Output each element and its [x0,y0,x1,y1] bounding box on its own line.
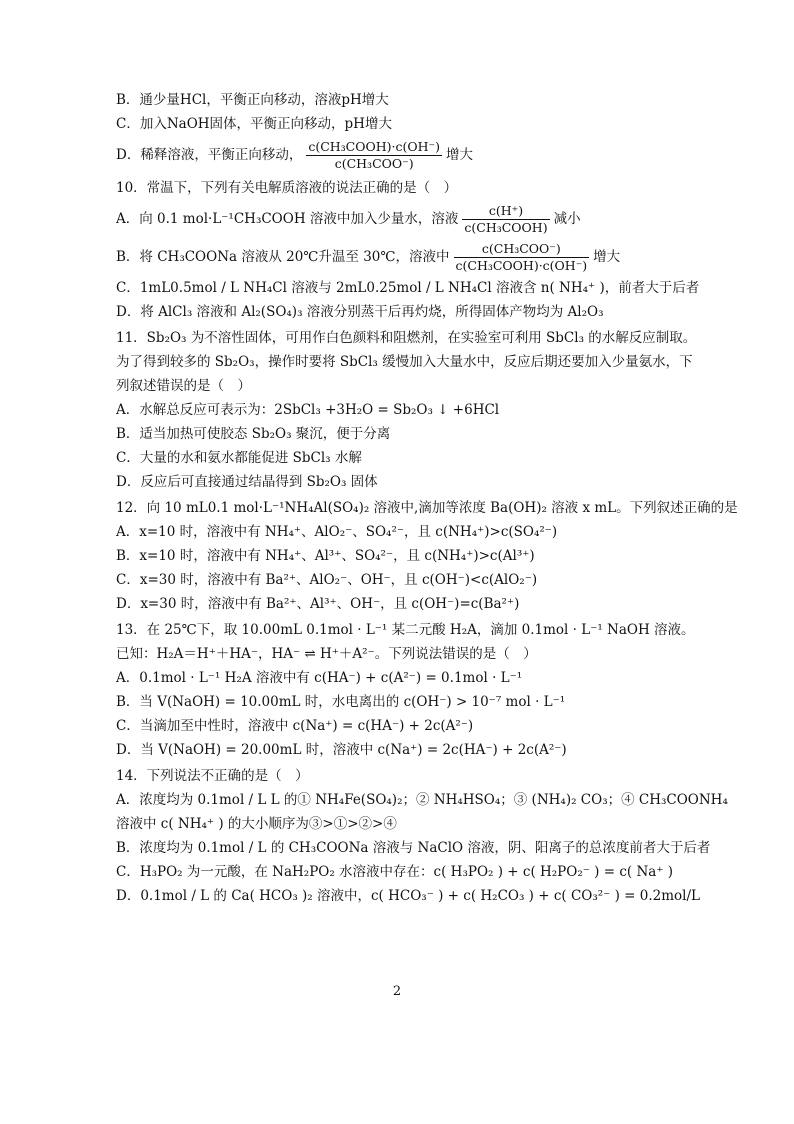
q9-option-d-suffix: 增大 [446,147,473,163]
q9-option-b: B．通少量HCl，平衡正向移动，溶液pH增大 [116,92,389,108]
q13-option-a: A．0.1mol · L⁻¹ H₂A 溶液中有 c(HA⁻) + c(A²⁻) = 0.1mol · L⁻¹ [116,670,523,686]
question-content [116,88,738,908]
q11-option-a: A．水解总反应可表示为：2SbCl₃ +3H₂O = Sb₂O₃ ↓ +6HCl [116,402,500,418]
q10b-fraction [454,241,590,274]
q12-option-d: D．x=30 时，溶液中有 Ba²⁺、Al³⁺、OH⁻，且 c(OH⁻)=c(Ba²⁺) [116,596,520,612]
q14-stem: 14．下列说法不正确的是（ ） [116,768,309,784]
q10-option-b [116,238,684,276]
q11-stem-line-1: 11．Sb₂O₃ 为不溶性固体，可用作白色颜料和阻燃剂，在实验室可利用 SbCl₃ 的水解反应制取。 [116,330,697,346]
q11-option-c: C．大量的水和氨水都能促进 SbCl₃ 水解 [116,450,362,466]
q14-option-a-line-2: 溶液中 c( NH₄⁺ ) 的大小顺序为③>①>②>④ [116,816,397,832]
q11-stem-line-2: 为了得到较多的 Sb₂O₃，操作时要将 SbCl₃ 缓慢加入大量水中，反应后期还要加入少量氨水，下 [116,354,693,370]
q14-option-c: C．H₃PO₂ 为一元酸，在 NaH₂PO₂ 水溶液中存在：c( H₃PO₂ ) + c( H₂PO₂⁻ ) = c( Na⁺ ) [116,864,673,880]
q11-option-b: B．适当加热可使胶态 Sb₂O₃ 聚沉，便于分离 [116,426,391,442]
q10-option-b-suffix: 增大 [593,249,621,265]
q10b-fraction-denominator: c(CH₃COOH)·c(OH⁻) [455,258,588,273]
q14-option-d: D．0.1mol / L 的 Ca( HCO₃ )₂ 溶液中，c( HCO₃⁻ ) + c( H₂CO₃ ) + c( CO₃²⁻ ) = 0.2mol/L [116,888,700,904]
q10-option-a-text: A．向 0.1 mol·L⁻¹CH₃COOH 溶液中加入少量水，溶液 [116,211,459,227]
q12-option-c: C．x=30 时，溶液中有 Ba²⁺、AlO₂⁻、OH⁻，且 c(OH⁻)<c(AlO₂⁻) [116,572,538,588]
q13-option-b: B．当 V(NaOH) = 10.00mL 时，水电离出的 c(OH⁻) > 10⁻⁷ mol · L⁻¹ [116,694,566,710]
q9-fraction-numerator: c(CH₃COOH)·c(OH⁻) [308,139,440,154]
q9-option-d-text: D．稀释溶液，平衡正向移动， [116,147,303,163]
q12-option-b: B．x=10 时，溶液中有 NH₄⁺、Al³⁺、SO₄²⁻，且 c(NH₄⁺)>c(Al³⁺) [116,548,535,564]
q11-stem-line-3: 列叙述错误的是（ ） [116,378,251,394]
q13-option-c: C．当滴加至中性时，溶液中 c(Na⁺) = c(HA⁻) + 2c(A²⁻) [116,718,474,734]
q10-option-a [116,200,684,238]
q9-option-d [116,136,684,174]
q12-option-a: A．x=10 时，溶液中有 NH₄⁺、AlO₂⁻、SO₄²⁻，且 c(NH₄⁺)>c(SO₄²⁻) [116,524,558,540]
q12-stem: 12．向 10 mL0.1 mol·L⁻¹NH₄Al(SO₄)₂ 溶液中,滴加等浓度 Ba(OH)₂ 溶液 x mL。下列叙述正确的是 [116,500,738,516]
q11-option-d: D．反应后可直接通过结晶得到 Sb₂O₃ 固体 [116,474,378,490]
q14-option-b: B．浓度均为 0.1mol / L 的 CH₃COONa 溶液与 NaClO 溶液，阴、阳离子的总浓度前者大于后者 [116,840,711,856]
q10-option-b-text: B．将 CH₃COONa 溶液从 20℃升温至 30℃，溶液中 [116,249,450,265]
q9-fraction-denominator: c(CH₃COO⁻) [334,156,414,171]
q10a-fraction-numerator: c(H⁺) [462,203,549,220]
q10-option-c: C．1mL0.5mol / L NH₄Cl 溶液与 2mL0.25mol / L NH₄Cl 溶液含 n( NH₄⁺ )，前者大于后者 [116,280,700,296]
q10b-fraction-numerator: c(CH₃COO⁻) [454,241,590,258]
page-number: 2 [392,984,402,999]
q13-option-d: D．当 V(NaOH) = 20.00mL 时，溶液中 c(Na⁺) = 2c(HA⁻) + 2c(A²⁻) [116,742,567,758]
q13-stem-line-1: 13．在 25℃下，取 10.00mL 0.1mol · L⁻¹ 某二元酸 H₂A，滴加 0.1mol · L⁻¹ NaOH 溶液。 [116,622,695,638]
q10-option-d: D．将 AlCl₃ 溶液和 Al₂(SO₄)₃ 溶液分别蒸干后再灼烧，所得固体产物均为 Al₂O₃ [116,304,604,320]
q9-option-c: C．加入NaOH固体，平衡正向移动，pH增大 [116,116,392,132]
q10-stem: 10．常温下，下列有关电解质溶液的说法正确的是（ ） [116,180,458,196]
q9-fraction [306,139,442,172]
q14-option-a-line-1: A．浓度均为 0.1mol / L L 的① NH₄Fe(SO₄)₂；② NH₄HSO₄；③ (NH₄)₂ CO₃；④ CH₃COONH₄ [116,792,728,808]
q10a-fraction-denominator: c(CH₃COOH) [464,220,548,235]
q13-stem-line-2: 已知：H₂A＝H⁺＋HA⁻，HA⁻ ⇌ H⁺＋A²⁻。下列说法错误的是（ ） [116,646,537,662]
q10-option-a-suffix: 减小 [553,211,581,227]
q10a-fraction [462,203,549,236]
